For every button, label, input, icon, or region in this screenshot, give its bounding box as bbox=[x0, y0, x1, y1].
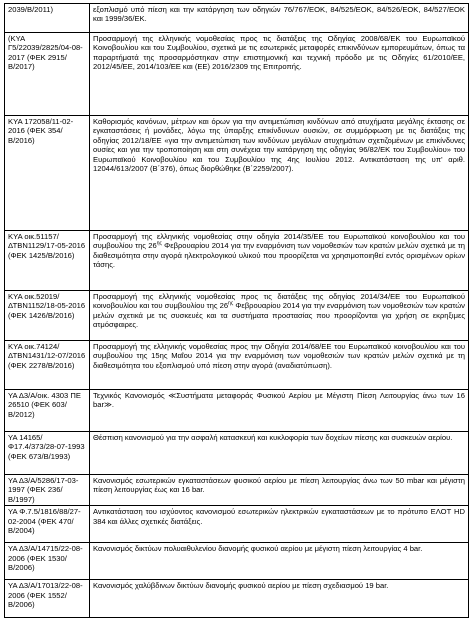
reference-cell: ΥΑ Δ3/Α/οικ. 4303 ΠΕ 26510 (ΦΕΚ 603/Β/2012) bbox=[5, 390, 90, 432]
description-cell: Προσαρμογή της ελληνικής νομοθεσίας προς τις διατάξεις της Οδηγίας 2008/68/ΕΚ του Ευρωπαϊκού Κοινοβουλίου και του Συμβουλίου, σχετικά με τις εσωτερικές μεταφορές επικινδύνων εμπορευμάτων, όπως τα παραρτήματά της προσαρμόστηκαν στην επιστημονική και τεχνική πρόοδο με τις Οδηγίες 61/2010/ΕΕ, 2012/45/ΕΕ, 2014/103/ΕΕ και (ΕΕ) 2016/2309 της Επιτροπής. bbox=[90, 33, 469, 116]
reference-cell: 2039/B/2011) bbox=[5, 4, 90, 33]
table-row bbox=[5, 33, 469, 116]
reference-cell: ΥΑ Δ3/Α/17013/22-08-2006 (ΦΕΚ 1552/Β/2006) bbox=[5, 580, 90, 618]
reference-cell: ΚΥΑ οικ.52019/ΔΤΒΝ1152/18-05-2016 (ΦΕΚ 1426/Β/2016) bbox=[5, 291, 90, 341]
description-cell: Θέσπιση κανονισμού για την ασφαλή κατασκευή και κυκλοφορία των δοχείων πίεσης και συσκευών αερίου. bbox=[90, 432, 469, 475]
reference-cell: ΥΑ Δ3/Α/14715/22-08-2006 (ΦΕΚ 1530/Β/2006) bbox=[5, 543, 90, 580]
legislation-table bbox=[4, 3, 469, 618]
description-cell: Κανονισμός χαλύβδινων δικτύων διανομής φυσικού αερίου με πίεση σχεδιασμού 19 bar. bbox=[90, 580, 469, 618]
description-cell: Προσαρμογή της ελληνικής νομοθεσίας προς τις διατάξεις της οδηγίας 2014/34/ΕΕ του Ευρωπαϊκού κοινοβουλίου και του συμβουλίου της $26^{\eta\varsigma}$ Φεβρουαρίου 2014 για την εναρμόνιση των νομοθεσιών των κρατών μελών σχετικά με τις συσκευές και τα συστήματα προστασίας που προορίζονται για χρήση σε εκρηξιμες ατμόσφαιρες. bbox=[90, 291, 469, 341]
table-row bbox=[5, 4, 469, 33]
table-row bbox=[5, 432, 469, 475]
table-row bbox=[5, 116, 469, 231]
description-cell: Κανονισμός δικτύων πολυαιθυλενίου διανομής φυσικού αερίου με μέγιστη πίεση λειτουργίας 4 bar. bbox=[90, 543, 469, 580]
table-row bbox=[5, 506, 469, 543]
table-row bbox=[5, 390, 469, 432]
reference-cell: ΥΑ Φ.7.5/1816/88/27-02-2004 (ΦΕΚ 470/Β/2004) bbox=[5, 506, 90, 543]
table-row bbox=[5, 475, 469, 506]
table-row bbox=[5, 580, 469, 618]
reference-cell: ΚΥΑ οικ.51157/ΔΤΒΝ1129/17-05-2016 (ΦΕΚ 1425/Β/2016) bbox=[5, 231, 90, 291]
description-cell: Τεχνικός Κανονισμός ≪Συστήματα μεταφοράς Φυσικού Αερίου με Μέγιστη Πίεση Λειτουργίας άνω των 16 bar≫. bbox=[90, 390, 469, 432]
description-cell: Προσαρμογή της ελληνικής νομοθεσίας στην οδηγία 2014/35/ΕΕ του Ευρωπαϊκού κοινοβουλίου και του συμβουλίου της $26^{\eta\varsigma}$ Φεβρουαρίου 2014 για την εναρμόνιση των νομοθεσιών των κρατών μελών σχετικά με τη διαθεσιμότητα στην αγορά ηλεκτρολογικού υλικού που προορίζεται να χρησιμοποιηθεί εντός ορισμένων ορίων τάσης. bbox=[90, 231, 469, 291]
description-cell: Προσαρμογή της ελληνικής νομοθεσίας προς την Οδηγία 2014/68/ΕΕ του Ευρωπαϊκού κοινοβουλίου και του συμβουλίου της 15ης Μαΐου 2014 για την εναρμόνιση των νομοθεσιών των κρατών μελών σχετικά με τη διαθεσιμότητα του εξοπλισμού υπό πίεση στην αγορά (αναδιατύπωση). bbox=[90, 341, 469, 390]
table-row bbox=[5, 231, 469, 291]
table-row bbox=[5, 291, 469, 341]
description-cell: Κανονισμός εσωτερικών εγκαταστάσεων φυσικού αερίου με πίεση λειτουργίας άνω των 50 mbar και μέγιστη πίεση λειτουργίας έως και 16 bar. bbox=[90, 475, 469, 506]
table-row bbox=[5, 341, 469, 390]
description-cell: Καθορισμός κανόνων, μέτρων και όρων για την αντιμετώπιση κινδύνων από ατυχήματα μεγάλης έκτασης σε εγκαταστάσεις ή μονάδες, λόγω της ύπαρξης επικίνδυνων ουσιών, σε συμμόρφωση με τις διατάξεις της οδηγίας 2012/18/ΕΕ «για την αντιμετώπιση των κινδύνων μεγάλων ατυχημάτων σχετιζομένων με επικίνδυνες ουσίες και για την τροποποίηση και στη συνέχεια την κατάργηση της οδηγίας 96/82/ΕΚ του Συμβουλίου» του Ευρωπαϊκού Κοινοβουλίου και του Συμβουλίου της 4ης Ιουλίου 2012. Αντικατάσταση της υπ' αριθ. 12044/613/2007 (Β΄376), όπως διορθώθηκε (Β΄2259/2007). bbox=[90, 116, 469, 231]
reference-cell: ΚΥΑ 172058/11-02-2016 (ΦΕΚ 354/Β/2016) bbox=[5, 116, 90, 231]
reference-cell: ΥΑ 14165/Φ17.4/373/28-07-1993 (ΦΕΚ 673/Β/1993) bbox=[5, 432, 90, 475]
reference-cell: ΥΑ Δ3/Α/5286/17-03-1997 (ΦΕΚ 236/Β/1997) bbox=[5, 475, 90, 506]
reference-cell: (ΚΥΑ Γ5/22039/2825/04-08-2017 (ΦΕΚ 2915/Β/2017) bbox=[5, 33, 90, 116]
description-cell: εξοπλισμό υπό πίεση και την κατάργηση των οδηγιών 76/767/ΕΟΚ, 84/525/ΕΟΚ, 84/526/ΕΟΚ, 84/527/ΕΟΚ και 1999/36/ΕΚ. bbox=[90, 4, 469, 33]
reference-cell: ΚΥΑ οικ.74124/ΔΤΒΝ1431/12-07/2016 (ΦΕΚ 2278/Β/2016) bbox=[5, 341, 90, 390]
description-cell: Αντικατάσταση του ισχύοντος κανονισμού εσωτερικών ηλεκτρικών εγκαταστάσεων με το πρότυπο ΕΛΟΤ HD 384 και άλλες σχετικές διατάξεις. bbox=[90, 506, 469, 543]
table-row bbox=[5, 543, 469, 580]
